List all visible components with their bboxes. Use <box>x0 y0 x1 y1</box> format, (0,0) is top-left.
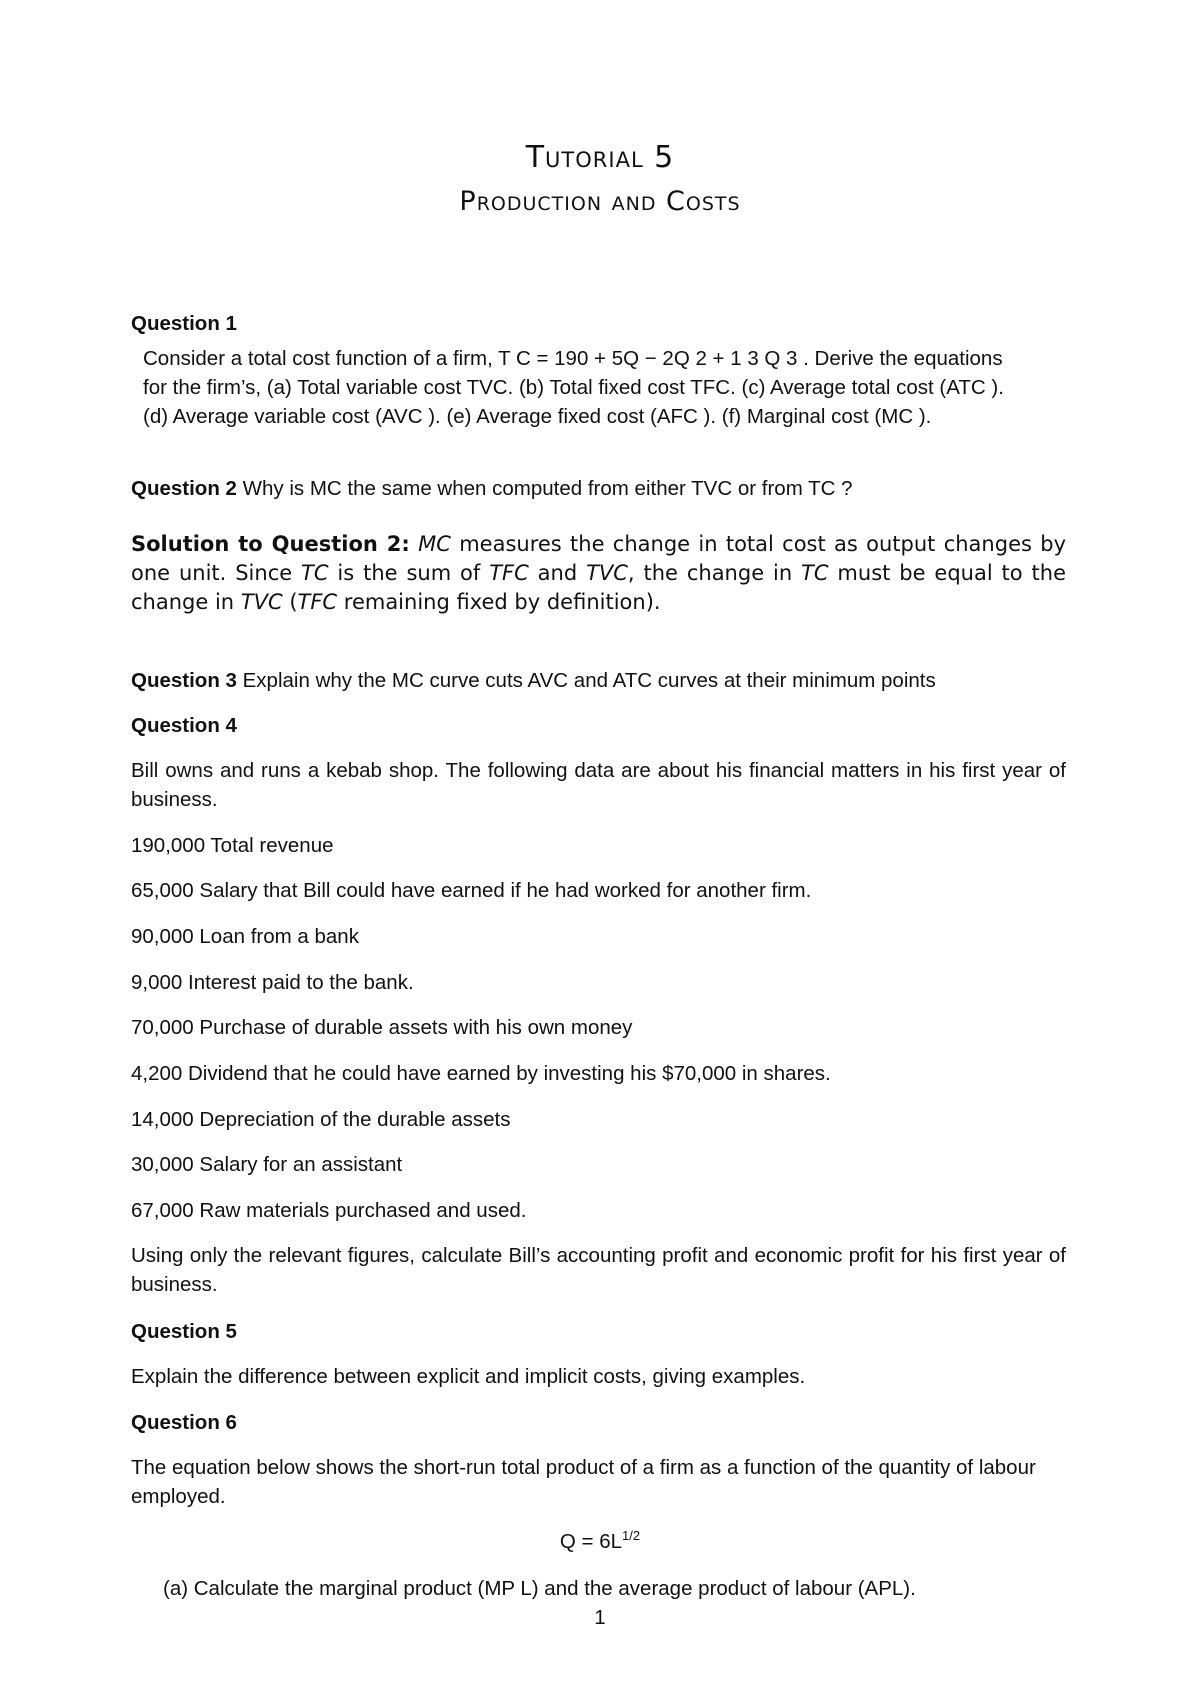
solution-term: MC <box>418 532 451 556</box>
question-3-text: Explain why the MC curve cuts AVC and ATC curves at their minimum points <box>236 669 936 692</box>
solution-text: and <box>528 561 587 585</box>
page-subtitle: Production and Costs <box>459 186 741 217</box>
total-product-equation <box>0 1528 1200 1554</box>
question-3-heading: Question 3 <box>131 669 237 692</box>
question-1-line-2: for the firm’s, (a) Total variable cost TVC. (b) Total fixed cost TFC. (c) Average total cost (ATC ). <box>143 376 1004 399</box>
solution-term: TC <box>301 561 329 585</box>
question-6-part-a: (a) Calculate the marginal product (MP L) and the average product of labour (APL). <box>163 1577 916 1600</box>
question-4-intro: Bill owns and runs a kebab shop. The following data are about his financial matters in his first year of business. <box>131 759 1066 811</box>
list-item: 4,200 Dividend that he could have earned by investing his $70,000 in shares. <box>131 1062 831 1085</box>
list-item: 70,000 Purchase of durable assets with his own money <box>131 1016 633 1039</box>
solution-text: , the change in <box>627 561 802 585</box>
page-title: Tutorial 5 <box>525 140 675 175</box>
page-number: 1 <box>594 1606 606 1629</box>
list-item: 67,000 Raw materials purchased and used. <box>131 1199 527 1222</box>
solution-term: TFC <box>489 561 529 585</box>
list-item: 65,000 Salary that Bill could have earned if he had worked for another firm. <box>131 879 812 902</box>
list-item: 90,000 Loan from a bank <box>131 925 359 948</box>
solution-text: is the sum of <box>328 561 490 585</box>
question-2-heading: Question 2 <box>131 477 237 500</box>
question-3 <box>131 666 1066 695</box>
equation-exponent: 1/2 <box>622 1528 641 1543</box>
question-1-heading: Question 1 <box>131 312 237 335</box>
solution-term: TVC <box>586 561 628 585</box>
list-item: 9,000 Interest paid to the bank. <box>131 971 414 994</box>
question-1-line-1: Consider a total cost function of a firm, T C = 190 + 5Q − 2Q 2 + 1 3 Q 3 . Derive the equations <box>143 347 1003 370</box>
question-2 <box>131 474 1066 503</box>
question-6-heading: Question 6 <box>131 1411 237 1434</box>
solution-2 <box>131 530 1066 617</box>
list-item: 30,000 Salary for an assistant <box>131 1153 403 1176</box>
solution-text: ( <box>282 590 298 614</box>
list-item: 190,000 Total revenue <box>131 834 334 857</box>
question-4-heading: Question 4 <box>131 714 237 737</box>
list-item: 14,000 Depreciation of the durable assets <box>131 1108 511 1131</box>
solution-text: measures the change in total cost as output changes by one unit. Since <box>131 532 1066 585</box>
equation-base: Q = 6L <box>559 1529 623 1553</box>
solution-text: must be equal to the change in <box>131 561 1066 614</box>
question-4-closing: Using only the relevant figures, calculate Bill’s accounting profit and economic profit for his first year of business. <box>131 1244 1066 1296</box>
solution-term: TVC <box>240 590 283 614</box>
question-5-heading: Question 5 <box>131 1320 237 1343</box>
solution-text: remaining fixed by definition). <box>337 590 661 614</box>
solution-term: TFC <box>297 590 338 614</box>
question-6-text: The equation below shows the short-run total product of a firm as a function of the quantity of labour employed. <box>131 1456 1036 1508</box>
solution-2-heading: Solution to Question 2: <box>131 532 410 556</box>
question-1-line-3: (d) Average variable cost (AVC ). (e) Average fixed cost (AFC ). (f) Marginal cost (MC ). <box>143 405 932 428</box>
question-2-text: Why is MC the same when computed from either TVC or from TC ? <box>236 477 853 500</box>
question-5-text: Explain the difference between explicit and implicit costs, giving examples. <box>131 1365 806 1388</box>
solution-text <box>410 532 418 556</box>
solution-term: TC <box>801 561 829 585</box>
